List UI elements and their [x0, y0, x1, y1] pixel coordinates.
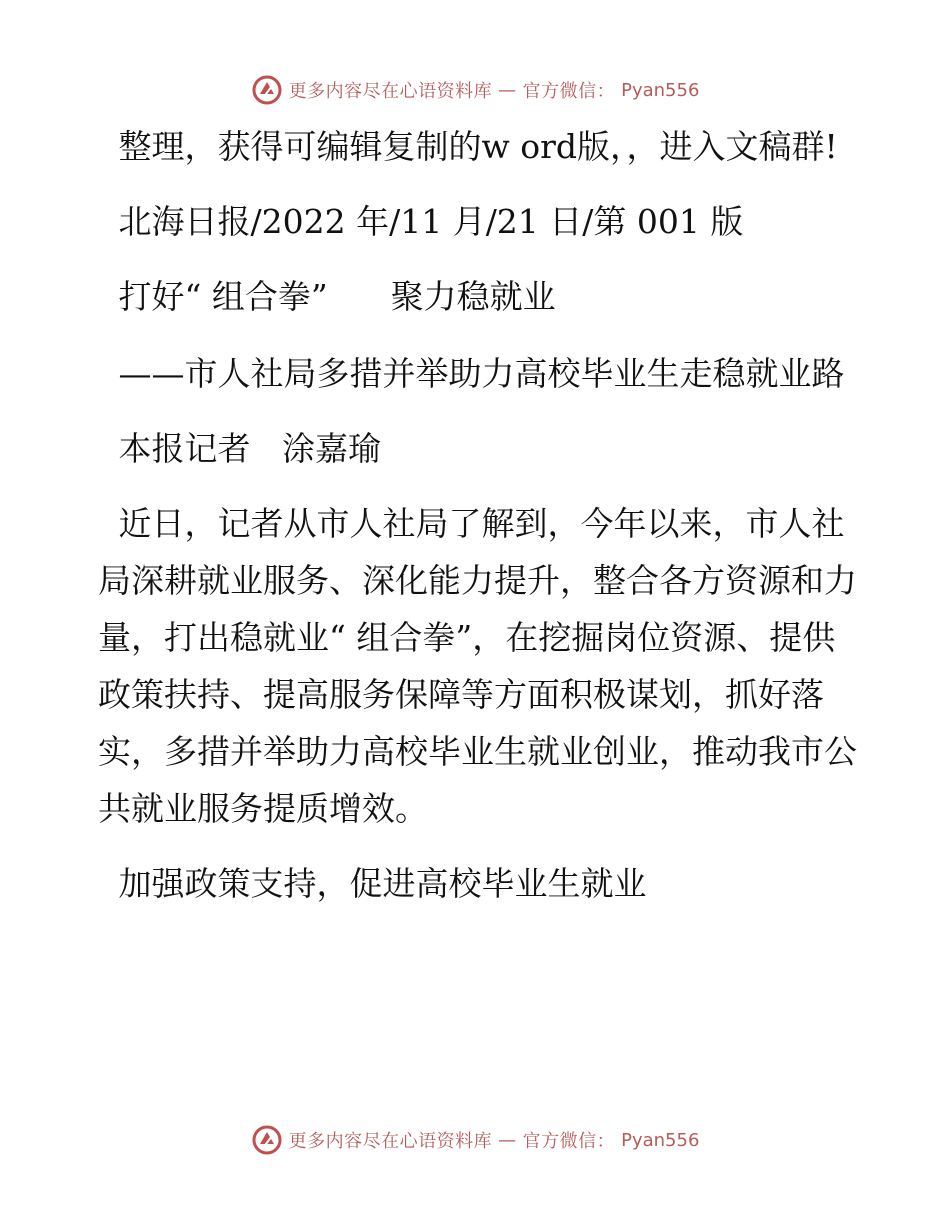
header-watermark	[0, 70, 950, 110]
paragraph-source: 北海日报/2022 年/11 月/21 日/第 001 版	[108, 202, 744, 241]
logo-icon	[251, 1124, 283, 1156]
article-subtitle: ——市人社局多措并举助力高校毕业生走稳就业路	[108, 354, 845, 393]
watermark-contact-label: 官方微信：	[522, 1131, 616, 1152]
watermark-text: 更多内容尽在心语资料库	[288, 81, 493, 102]
paragraph-intro: 整理，获得可编辑复制的w ord版，，进入文稿群!	[108, 127, 838, 166]
watermark-contact-label: 官方微信：	[522, 81, 616, 102]
document-body	[98, 118, 858, 930]
watermark-dash: —	[498, 79, 517, 101]
watermark-contact-id: Pyan556	[621, 79, 700, 101]
logo-icon	[251, 74, 283, 106]
watermark-dash: —	[498, 1129, 517, 1151]
watermark-text: 更多内容尽在心语资料库	[288, 1131, 493, 1152]
article-byline: 本报记者 涂嘉瑜	[108, 429, 381, 468]
section-heading: 加强政策支持，促进高校毕业生就业	[108, 864, 647, 903]
article-paragraph: 近日，记者从市人社局了解到，今年以来，市人社局深耕就业服务、深化能力提升，整合各方资源和力量，打出稳就业“ 组合拳”，在挖掘岗位资源、提供政策扶持、提高服务保障等方面积极谋划，抓好落实，多措并举助力高校毕业生就业创业，推动我市公共就业服务提质增效。	[98, 504, 857, 828]
article-title: 打好“ 组合拳” 聚力稳就业	[108, 277, 556, 316]
footer-watermark	[0, 1120, 950, 1160]
watermark-contact-id: Pyan556	[621, 1129, 700, 1151]
